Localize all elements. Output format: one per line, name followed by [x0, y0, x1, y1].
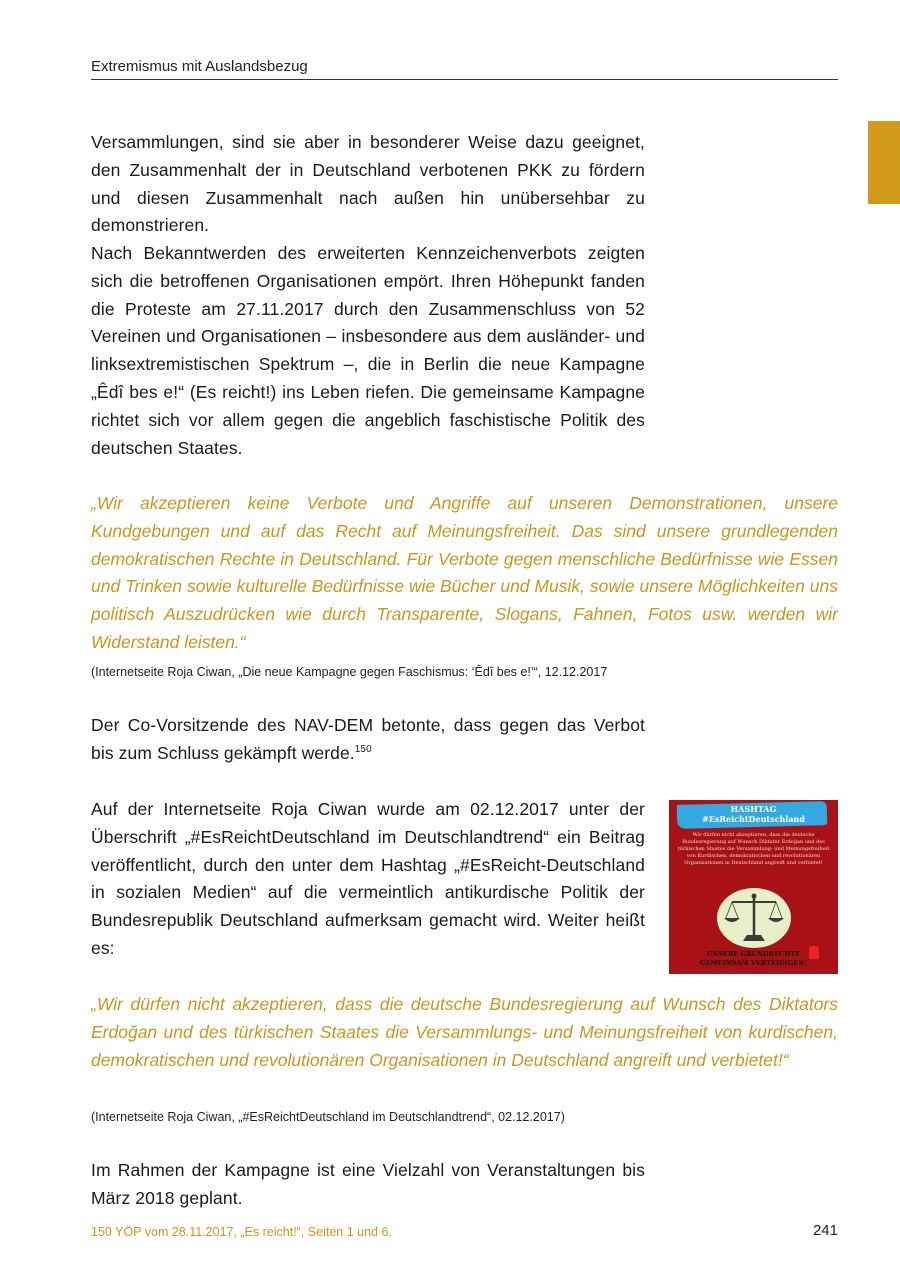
- raised-fist-icon: [809, 946, 819, 959]
- campaign-image-hashtag-line1: HASHTAG: [730, 804, 777, 814]
- paragraph-4: Auf der Internetseite Roja Ciwan wurde am 02.12.2017 unter der Überschrift „#EsReichtDeutschland im Deutschlandtrend“ ein Beitrag veröffentlicht, durch den unter dem Hashtag „#EsReicht-Deutschland in sozialen Medien“ auf die vermeintlich antikurdische Politik der Bundesrepublik Deutschland aufmerksam gemacht wird. Weiter heißt es:: [91, 799, 645, 958]
- quote-1-source: (Internetseite Roja Ciwan, „Die neue Kampagne gegen Faschismus: ‘Êdî bes e!’“, 12.12.2017: [91, 665, 608, 679]
- campaign-image-body-text: Wir dürfen nicht akzeptieren, dass die deutsche Bundesregierung auf Wunsch Diktator Erdoğan und des türkischen Staates die Versammlung- und Meinungsfreiheit von Kurdischen, demokratischen und revolutionären Organisationen in Deutschland angreift und verbietet!: [677, 832, 830, 866]
- chapter-tab-marker: [868, 121, 900, 204]
- campaign-image: [669, 800, 838, 974]
- running-head-title: Extremismus mit Auslandsbezug: [91, 58, 838, 80]
- campaign-image-slogan-line1: UNSERE GRUNDRECHTE: [706, 950, 801, 958]
- campaign-image-hashtag-line2: #EsReichtDeutschland: [702, 814, 805, 824]
- footnote-150: [91, 1225, 392, 1239]
- paragraph-1: Versammlungen, sind sie aber in besonderer Weise dazu geeignet, den Zusammenhalt der in Deutschland verbotenen PKK zu fördern und diesen Zusammenhalt nach außen hin unübersehbar zu demonstrieren.: [91, 132, 645, 236]
- page-number: 241: [812, 1222, 838, 1239]
- paragraph-3: [91, 712, 645, 768]
- paragraph-2: Nach Bekanntwerden des erweiterten Kennzeichenverbots zeigten sich die betroffenen Organisationen empört. Ihren Höhepunkt fanden die Proteste am 27.11.2017 durch den Zusammenschluss von 52 Vereinen und Organisationen – insbesondere aus dem ausländer- und linksextremistischen Spektrum –, die in Berlin die neue Kampagne „Êdî bes e!“ (Es reicht!) ins Leben riefen. Die gemeinsame Kampagne richtet sich vor allem gegen die angeblich faschistische Politik des deutschen Staates.: [91, 243, 645, 458]
- paragraph-3-text: Der Co-Vorsitzende des NAV-DEM betonte, dass gegen das Verbot bis zum Schluss gekämpft werde.: [91, 715, 645, 763]
- footnote-number: 150: [91, 1225, 112, 1239]
- quote-1: „Wir akzeptieren keine Verbote und Angriffe auf unseren Demonstrationen, unsere Kundgebungen und auf das Recht auf Meinungsfreiheit. Das sind unsere grundlegenden demokratischen Rechte in Deutschland. Für Verbote gegen menschliche Bedürfnisse wie Essen und Trinken sowie kulturelle Bedürfnisse wie Bücher und Musik, sowie unsere Möglichkeiten uns politisch Auszudrücken wie durch Transparente, Slogans, Fahnen, Fotos usw. werden wir Widerstand leisten.“: [91, 493, 838, 652]
- campaign-image-hashtag: [669, 804, 838, 824]
- quote-2: „Wir dürfen nicht akzeptieren, dass die deutsche Bundesregierung auf Wunsch des Diktators Erdoğan und des türkischen Staates die Versammlungs- und Meinungsfreiheit von kurdischen, demokratischen und revolutionären Organisationen in Deutschland angreift und verbietet!“: [91, 994, 838, 1070]
- footnote-text: YÖP vom 28.11.2017, „Es reicht!“, Seiten 1 und 6.: [115, 1225, 392, 1239]
- campaign-image-slogan-line2: GEMEINSAM VERTEIDIGEN!: [700, 959, 807, 967]
- quote-2-source: (Internetseite Roja Ciwan, „#EsReichtDeutschland im Deutschlandtrend“, 02.12.2017): [91, 1110, 565, 1124]
- footnote-ref-150[interactable]: 150: [354, 743, 372, 755]
- scales-of-justice-icon: [719, 886, 789, 948]
- paragraph-5: Im Rahmen der Kampagne ist eine Vielzahl von Veranstaltungen bis März 2018 geplant.: [91, 1160, 645, 1208]
